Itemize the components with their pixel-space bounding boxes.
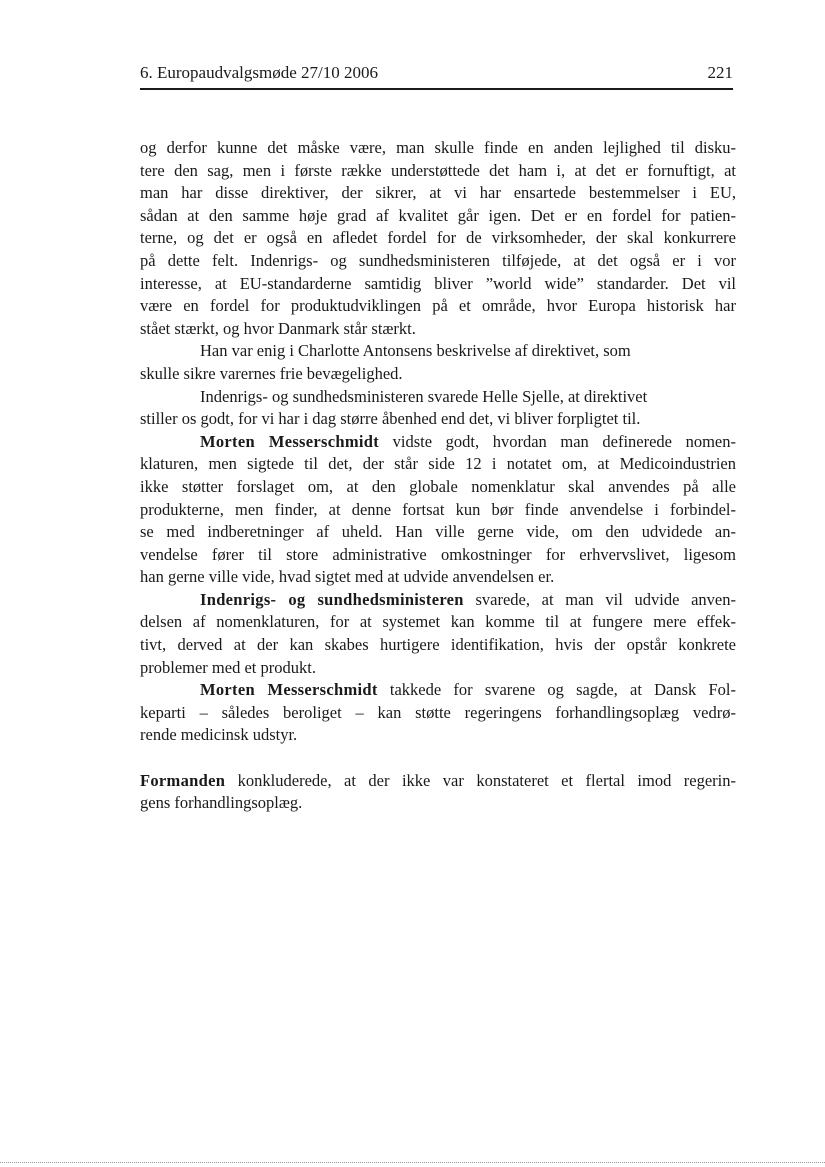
text-line: Han var enig i Charlotte Antonsens beskrivelse af direktivet, som [200,341,631,361]
text-line [140,679,736,702]
paragraph [140,679,736,747]
paragraph [140,770,736,815]
paragraph [140,386,736,431]
paragraph [140,137,736,340]
text-line: se med indberetninger af uheld. Han ville gerne vide, om den udvidede an- [140,522,736,542]
speaker-name: Morten Messerschmidt [200,680,378,700]
text-line: tivt, derved at der kan skabes hurtigere identifikation, hvis der opstår konkrete [140,635,736,655]
text-line: produkterne, men finder, at denne fortsat kun bør finde anvendelse i forbindel- [140,499,736,519]
header-title: 6. Europaudvalgsmøde 27/10 2006 [140,63,378,82]
paragraph-gap [140,747,736,770]
text-line: klaturen, men sigtede til det, der står side 12 i notatet om, at Medicoindustrien [140,454,736,474]
text-line: gens forhandlingsoplæg. [140,793,303,813]
page-number: 221 [707,63,733,82]
page-header [140,60,733,90]
text-line: være en fordel for produktudviklingen på et område, hvor Europa historisk har [140,296,736,316]
paragraph [140,589,736,679]
paragraph [140,340,736,385]
text-line: interesse, at EU-standarderne samtidig bliver ”world wide” standarder. Det vil [140,273,736,293]
speaker-name: Formanden [140,770,226,790]
text-fragment: svarede, at man vil udvide anven- [463,589,736,609]
text-line: keparti – således beroliget – kan støtte regeringens forhandlingsoplæg vedrø- [140,702,736,722]
text-line: sådan at den samme høje grad af kvalitet går igen. Det er en fordel for patien- [140,205,736,225]
text-line: ikke støtter forslaget om, at den globale nomenklatur skal anvendes på alle [140,476,736,496]
speaker-name: Indenrigs- og sundhedsministeren [200,589,464,609]
text-line: vendelse fører til store administrative omkostninger for erhvervslivet, ligesom [140,544,736,564]
text-line: problemer med et produkt. [140,657,316,677]
text-line: delsen af nomenklaturen, for at systemet kan komme til at fungere mere effek- [140,612,736,632]
text-line: på dette felt. Indenrigs- og sundhedsministeren tilføjede, at det også er i vor [140,250,736,270]
text-line: rende medicinsk udstyr. [140,725,298,745]
text-line [140,589,736,612]
text-line: skulle sikre varernes frie bevægelighed. [140,363,403,383]
paragraph [140,431,736,589]
text-fragment: takkede for svarene og sagde, at Dansk Fol- [377,680,736,700]
body-text [140,137,736,815]
text-fragment: vidste godt, hvordan man definerede nomen- [379,431,736,451]
text-line: han gerne ville vide, hvad sigtet med at udvide anvendelsen er. [140,567,555,587]
page-bottom-edge [0,1162,825,1163]
speaker-name: Morten Messerschmidt [200,431,380,451]
text-line [140,431,736,454]
text-line: Indenrigs- og sundhedsministeren svarede Helle Sjelle, at direktivet [200,386,648,406]
text-line [140,770,736,793]
text-fragment: konkluderede, at der ikke var konstateret et flertal imod regerin- [225,770,736,790]
text-line: tere den sag, men i første række understøttede det ham i, at det er fornuftigt, at [140,160,736,180]
text-line: stået stærkt, og hvor Danmark står stærkt. [140,318,416,338]
text-line: terne, og det er også en afledet fordel for de virksomheder, der skal konkurrere [140,228,736,248]
text-line: og derfor kunne det måske være, man skulle finde en anden lejlighed til disku- [140,138,736,157]
text-line: stiller os godt, for vi har i dag større åbenhed end det, vi bliver forpligtet til. [140,409,641,429]
text-line: man har disse direktiver, der sikrer, at vi har ensartede bestemmelser i EU, [140,183,736,203]
